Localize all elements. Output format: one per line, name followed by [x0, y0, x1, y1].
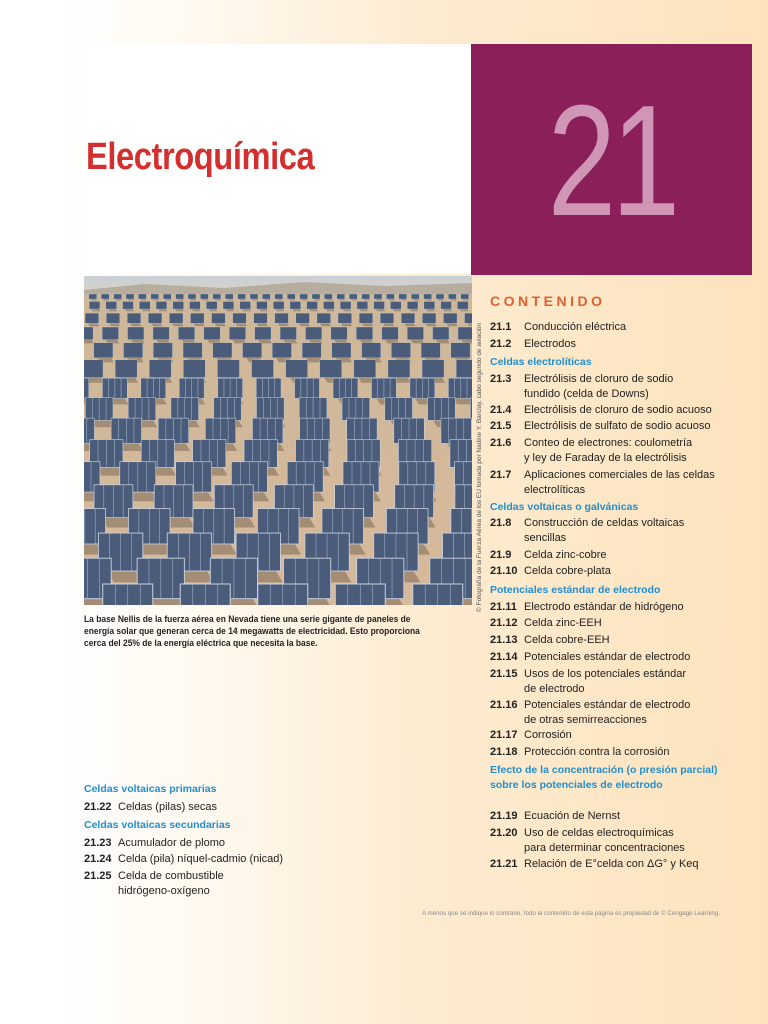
solar-panel: [401, 313, 415, 323]
toc-entry-number: 21.1: [490, 321, 512, 333]
toc-entry-number: 21.21: [490, 858, 518, 870]
panel-shadow: [292, 309, 301, 311]
toc-entry-number: 21.17: [490, 729, 518, 741]
chapter-number-block: [471, 44, 752, 275]
solar-panel: [312, 294, 320, 299]
solar-panel: [254, 313, 268, 323]
solar-panel: [183, 343, 202, 358]
solar-panel: [287, 294, 295, 299]
solar-panel: [331, 327, 347, 340]
toc-entry-title: y ley de Faraday de la electrólisis: [524, 452, 687, 464]
solar-panel: [349, 294, 357, 299]
solar-panel: [296, 313, 310, 323]
toc-entry-title: Celdas (pilas) secas: [118, 801, 218, 813]
solar-panel: [188, 294, 196, 299]
solar-panel: [407, 327, 423, 340]
toc-entry-number: 21.12: [490, 617, 518, 629]
solar-panel: [262, 294, 270, 299]
toc-entry-title: Ecuación de Nernst: [524, 810, 620, 822]
solar-panel: [280, 327, 296, 340]
solar-panel: [302, 343, 321, 358]
solar-panel: [101, 294, 109, 299]
solar-panel: [451, 343, 470, 358]
toc-entry-title: de otras semirreacciones: [524, 714, 647, 726]
solar-panel: [407, 301, 418, 309]
solar-panel: [84, 378, 89, 398]
toc-entry-number: 21.20: [490, 827, 518, 839]
solar-panel: [114, 294, 122, 299]
solar-panel: [84, 327, 93, 340]
solar-panel: [448, 294, 456, 299]
chapter-title: Electroquímica: [86, 136, 315, 178]
toc-section-heading: Celdas electrolíticas: [490, 356, 592, 368]
toc-entry-title: Aplicaciones comerciales de las celdas: [524, 469, 715, 481]
solar-panel: [411, 294, 419, 299]
solar-panel: [399, 294, 407, 299]
solar-panel: [243, 343, 262, 358]
solar-panel: [324, 294, 332, 299]
panel-shadow: [426, 309, 435, 311]
solar-panel: [465, 313, 472, 323]
solar-panel: [229, 327, 245, 340]
solar-panel: [153, 343, 172, 358]
toc-entry-title: Corrosión: [524, 729, 572, 741]
solar-panel: [128, 327, 144, 340]
toc-entry-title: Uso de celdas electroquímicas: [524, 827, 674, 839]
solar-panel: [115, 360, 137, 378]
panel-shadow: [326, 309, 335, 311]
solar-field-illustration: [84, 276, 472, 605]
toc-entry-number: 21.25: [84, 870, 112, 882]
solar-panel: [139, 301, 150, 309]
toc-section-heading: Potenciales estándar de electrodo: [490, 584, 661, 596]
solar-panel: [206, 301, 217, 309]
toc-entry-title: Acumulador de plomo: [118, 837, 226, 849]
toc-entry-number: 21.14: [490, 651, 518, 663]
toc-entry-number: 21.11: [490, 601, 517, 613]
solar-panel: [374, 301, 385, 309]
toc-entry-number: 21.3: [490, 373, 512, 385]
panel-shadow: [202, 299, 209, 301]
solar-panel: [124, 343, 143, 358]
toc-entry-number: 21.13: [490, 634, 518, 646]
panel-shadow: [90, 299, 97, 301]
solar-panel: [424, 294, 432, 299]
toc-entry-title: sencillas: [524, 532, 567, 544]
toc-entry-number: 21.4: [490, 404, 512, 416]
solar-panel: [178, 327, 194, 340]
solar-panel: [436, 294, 444, 299]
panel-shadow: [128, 299, 135, 301]
solar-panel: [127, 313, 141, 323]
panel-shadow: [175, 309, 184, 311]
toc-entry-number: 21.7: [490, 469, 512, 481]
toc-entry-number: 21.18: [490, 746, 518, 758]
solar-panel: [213, 343, 232, 358]
copyright-footer: A menos que se indique lo contrario, todo el contenido de esta página es propiedad de © Cengage Learning.: [422, 910, 720, 917]
solar-panel: [106, 301, 117, 309]
toc-entry-title: Electrólisis de cloruro de sodio acuoso: [524, 404, 712, 416]
photo-caption: La base Nellis de la fuerza aérea en Nevada tiene una serie gigante de paneles de energía solar que generan cerca de 14 megawatts de electricidad. Esto proporciona cerca del 25% de la energía eléctrica que necesita la base.: [84, 614, 420, 648]
solar-panel: [183, 360, 205, 378]
solar-panel: [382, 327, 398, 340]
solar-panel: [380, 313, 394, 323]
solar-panel: [217, 360, 239, 378]
solar-panel: [433, 327, 449, 340]
solar-panel: [138, 294, 146, 299]
panel-shadow: [438, 299, 445, 301]
solar-panel: [250, 294, 258, 299]
toc-entry-title: Relación de E°celda con ΔG° y Keq: [524, 858, 699, 870]
solar-panel: [337, 294, 345, 299]
toc-entry-title: Electrodos: [524, 338, 576, 350]
solar-panel: [212, 313, 226, 323]
toc-entry-title: para determinar concentraciones: [524, 842, 685, 854]
toc-entry-title: Electrodo estándar de hidrógeno: [524, 601, 684, 613]
solar-panel: [204, 327, 220, 340]
toc-entry-title: Construcción de celdas voltaicas: [524, 517, 685, 529]
toc-section-heading: Celdas voltaicas secundarias: [84, 819, 231, 831]
panel-shadow: [259, 309, 268, 311]
solar-panel: [275, 313, 289, 323]
solar-panel: [421, 343, 440, 358]
solar-panel: [443, 313, 457, 323]
solar-panel: [149, 360, 171, 378]
panel-shadow: [376, 299, 383, 301]
panel-shadow: [141, 309, 150, 311]
panel-shadow: [239, 299, 246, 301]
solar-panel: [275, 294, 283, 299]
panel-shadow: [140, 299, 147, 301]
solar-panel: [102, 327, 118, 340]
toc-entry-number: 21.8: [490, 517, 512, 529]
solar-panel: [300, 294, 308, 299]
panel-shadow: [152, 299, 159, 301]
toc-entry-number: 21.10: [490, 565, 518, 577]
solar-panel: [190, 313, 204, 323]
solar-panel: [225, 294, 233, 299]
toc-entry-number: 21.22: [84, 801, 112, 813]
toc-entry-number: 21.24: [84, 853, 112, 865]
solar-panel: [240, 301, 251, 309]
solar-panel: [332, 343, 351, 358]
panel-shadow: [225, 309, 234, 311]
panel-shadow: [125, 309, 134, 311]
solar-panel: [340, 301, 351, 309]
toc-entry-title: Conducción eléctrica: [524, 321, 627, 333]
toc-entry-title: Celda cobre-EEH: [524, 634, 610, 646]
toc-entry-title: Usos de los potenciales estándar: [524, 668, 687, 680]
solar-panel: [461, 294, 469, 299]
solar-panel: [163, 294, 171, 299]
solar-panel: [388, 360, 410, 378]
toc-entry-number: 21.19: [490, 810, 518, 822]
solar-panel: [89, 294, 97, 299]
solar-panel: [89, 301, 100, 309]
solar-panel: [84, 360, 103, 378]
panel-shadow: [165, 299, 172, 301]
toc-entry-title: Protección contra la corrosión: [524, 746, 670, 758]
toc-entry-number: 21.15: [490, 668, 518, 680]
solar-panel: [317, 313, 331, 323]
solar-panel: [200, 294, 208, 299]
solar-panel: [290, 301, 301, 309]
solar-panel: [169, 313, 183, 323]
solar-panel: [338, 313, 352, 323]
solar-panel: [190, 301, 201, 309]
panel-shadow: [177, 299, 184, 301]
panel-shadow: [103, 299, 110, 301]
toc-entry-title: Celda zinc-cobre: [524, 549, 607, 561]
toc-entry-number: 21.2: [490, 338, 512, 350]
toc-entry-title: Electrólisis de cloruro de sodio: [524, 373, 674, 385]
solar-panel: [356, 327, 372, 340]
solar-panel: [106, 313, 120, 323]
solar-panel: [457, 301, 468, 309]
panel-shadow: [190, 299, 197, 301]
panel-shadow: [443, 309, 452, 311]
solar-panel: [85, 313, 99, 323]
panel-shadow: [115, 299, 122, 301]
toc-heading: CONTENIDO: [490, 293, 606, 309]
toc-entry-number: 21.23: [84, 837, 112, 849]
solar-panel: [238, 294, 246, 299]
solar-panel: [470, 398, 472, 421]
solar-panel: [424, 301, 435, 309]
solar-panel: [94, 343, 113, 358]
solar-panel: [126, 294, 134, 299]
solar-panel: [255, 327, 271, 340]
solar-panel: [458, 327, 472, 340]
solar-panel: [156, 301, 167, 309]
panel-shadow: [342, 309, 351, 311]
solar-panel: [252, 360, 274, 378]
panel-shadow: [256, 323, 268, 326]
solar-panel: [357, 301, 368, 309]
solar-panel: [422, 360, 444, 378]
solar-panel: [448, 378, 472, 398]
solar-panel: [422, 313, 436, 323]
toc-entry-title: de electrodo: [524, 683, 585, 695]
toc-entry-title: Celda (pila) níquel-cadmio (nicad): [118, 853, 284, 865]
toc-entry-title: electrolíticas: [524, 484, 586, 496]
solar-panel: [354, 360, 376, 378]
solar-panel: [148, 313, 162, 323]
toc-section-heading: Celdas voltaicas o galvánicas: [490, 501, 639, 513]
solar-panel: [362, 294, 370, 299]
solar-panel: [286, 360, 308, 378]
toc-entry-title: Potenciales estándar de electrodo: [524, 699, 691, 711]
solar-panel: [123, 301, 134, 309]
chapter-number: 21: [547, 73, 676, 249]
solar-panel: [153, 327, 169, 340]
solar-panel: [320, 360, 342, 378]
toc-entry-title: Electrólisis de sulfato de sodio acuoso: [524, 420, 711, 432]
toc-entry-title: Celda cobre-plata: [524, 565, 611, 577]
toc-entry-title: Celda de combustible: [118, 870, 224, 882]
solar-panel: [441, 301, 452, 309]
toc-section-heading: Efecto de la concentración (o presión parcial) sobre los potenciales de electrodo: [490, 764, 718, 791]
toc-entry-number: 21.9: [490, 549, 512, 561]
solar-panel: [151, 294, 159, 299]
solar-panel: [391, 343, 410, 358]
toc-entry-number: 21.5: [490, 420, 512, 432]
toc-entry-title: Potenciales estándar de electrodo: [524, 651, 691, 663]
solar-panel: [359, 313, 373, 323]
solar-panel-photo: [84, 276, 472, 605]
solar-panel: [272, 343, 291, 358]
solar-panel: [223, 301, 234, 309]
solar-panel: [257, 301, 268, 309]
toc-entry-title: Celda zinc-EEH: [524, 617, 602, 629]
solar-panel: [307, 301, 318, 309]
toc-entry-title: fundido (celda de Downs): [524, 388, 649, 400]
solar-panel: [456, 360, 472, 378]
solar-panel: [273, 301, 284, 309]
toc-section-heading: Celdas voltaicas primarias: [84, 783, 217, 795]
toc-entry-title: Conteo de electrones: coulometría: [524, 437, 693, 449]
solar-panel: [390, 301, 401, 309]
toc-entry-number: 21.6: [490, 437, 512, 449]
solar-panel: [173, 301, 184, 309]
solar-panel: [362, 343, 381, 358]
solar-panel: [386, 294, 394, 299]
solar-panel: [305, 327, 321, 340]
solar-panel: [374, 294, 382, 299]
toc-entry-number: 21.16: [490, 699, 518, 711]
solar-panel: [323, 301, 334, 309]
toc-entry-title: hidrógeno-oxígeno: [118, 885, 210, 897]
solar-panel: [233, 313, 247, 323]
panel-shadow: [309, 309, 318, 311]
solar-panel: [213, 294, 221, 299]
solar-panel: [176, 294, 184, 299]
